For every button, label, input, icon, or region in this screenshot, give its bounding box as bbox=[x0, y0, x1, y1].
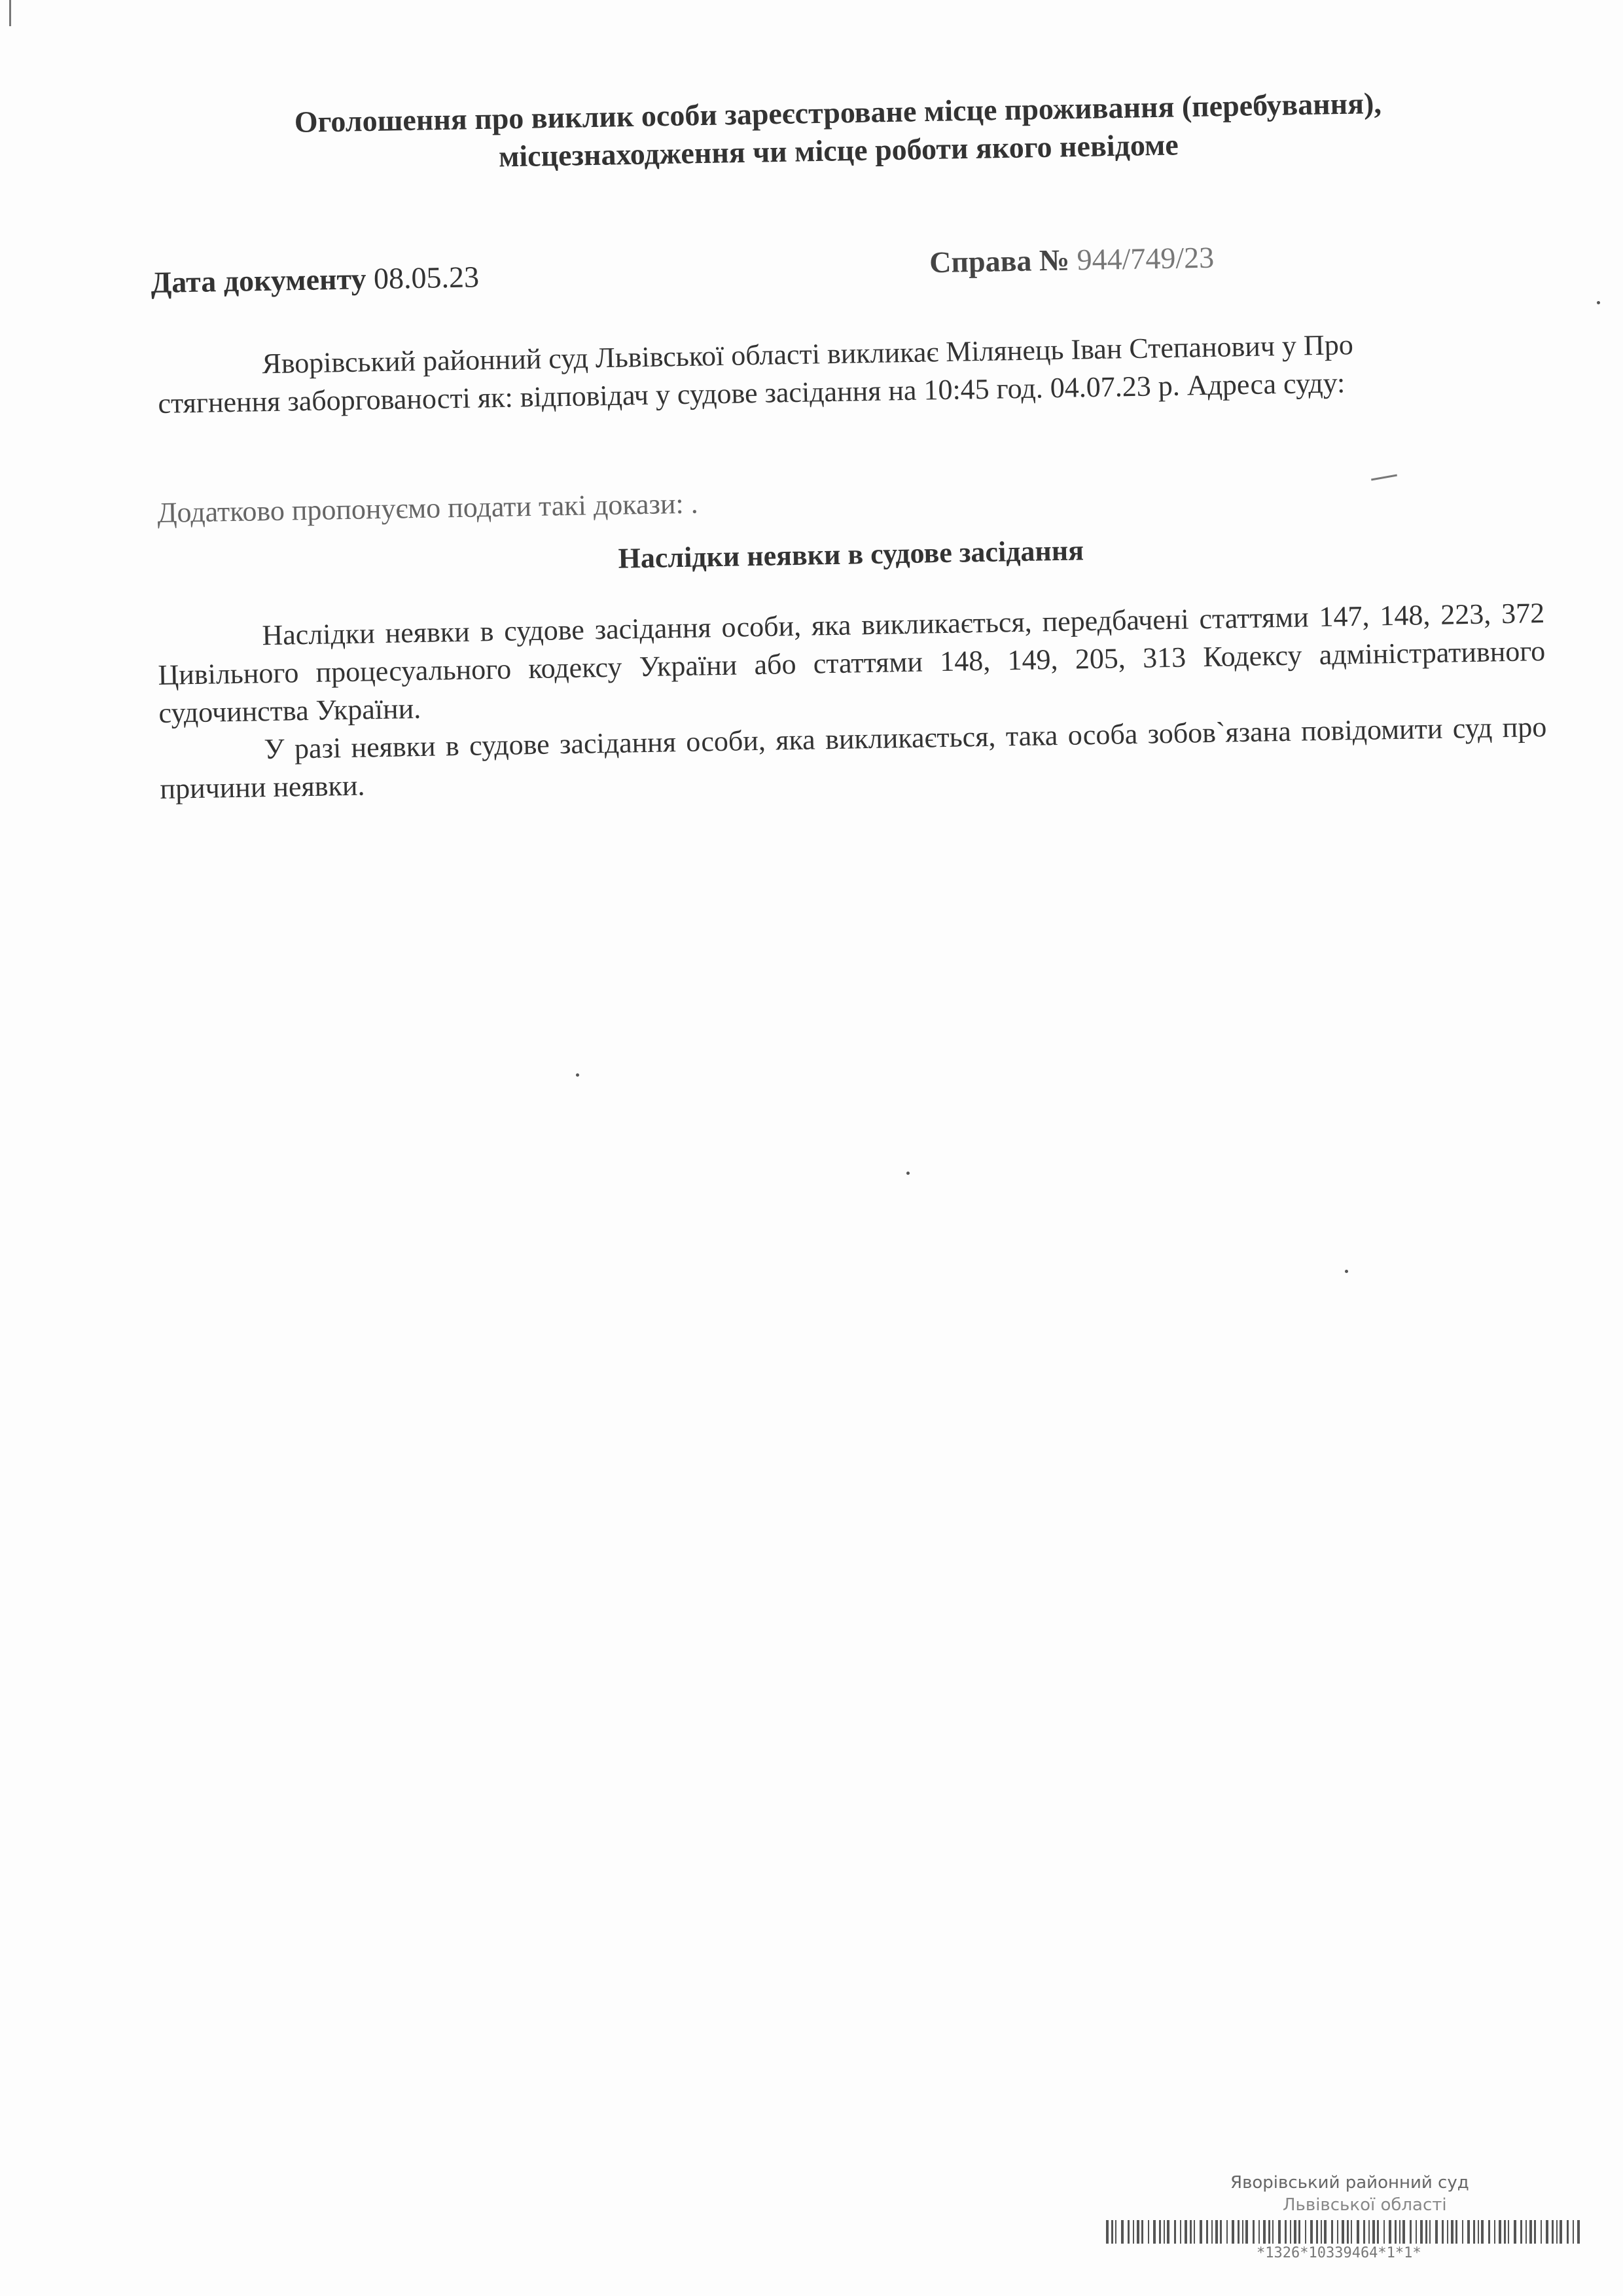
notice-title-line1: Оголошення про виклик особи зареєстроване місце проживання (перебування), bbox=[294, 86, 1382, 139]
evidence-paragraph bbox=[157, 470, 1545, 532]
case-number-label: Справа № bbox=[929, 243, 1070, 279]
consequences-paragraph-2: У разі неявки в судове засідання особи, яка викликається, така особа зобов`язана повідомити суд про причини неявки. bbox=[160, 710, 1547, 805]
scan-speck bbox=[1597, 301, 1600, 304]
evidence-text: Додатково пропонуємо подати такі докази: . bbox=[157, 487, 699, 529]
court-registration-stamp bbox=[1106, 2173, 1590, 2271]
scan-edge-mark bbox=[9, 0, 11, 26]
summons-line1: Яворівський районний суд Львівської області викликає Мілянець Іван Степанович у Про bbox=[262, 329, 1354, 380]
summons-line2: стягнення заборгованості як: відповідач у судове засідання на 10:45 год. 04.07.23 р. Адреса суду: bbox=[158, 367, 1346, 420]
barcode-number: *1326*10339464*1*1* bbox=[1257, 2245, 1421, 2261]
case-number-value: 944/749/23 bbox=[1077, 240, 1215, 277]
document-date-value: 08.05.23 bbox=[373, 260, 480, 296]
document-meta bbox=[151, 234, 1525, 311]
summons-paragraph bbox=[157, 323, 1546, 423]
document-date bbox=[151, 259, 479, 300]
consequences-body bbox=[157, 594, 1548, 808]
scan-speck bbox=[906, 1172, 910, 1175]
notice-title-line2: місцезнаходження чи місце роботи якого невідоме bbox=[498, 128, 1179, 173]
consequences-paragraph-1: Наслідки неявки в судове засідання особи, яка викликається, передбачені статтями 147, 148, 223, 372 Цивільного процесуального кодексу України або статтями 148, 149, 205, 313 Кодексу адміністративного судочинства України. bbox=[158, 597, 1546, 729]
stamp-court-name: Яворівський районний суд bbox=[1230, 2173, 1469, 2193]
consequences-heading: Наслідки неявки в судове засідання bbox=[618, 534, 1084, 575]
notice-title bbox=[216, 83, 1461, 181]
case-number bbox=[929, 240, 1215, 280]
barcode-icon bbox=[1106, 2220, 1584, 2244]
document-date-label: Дата документу bbox=[151, 262, 366, 299]
scan-speck bbox=[576, 1073, 579, 1077]
scan-speck bbox=[1345, 1270, 1348, 1273]
stamp-region-name: Львівської області bbox=[1283, 2195, 1447, 2215]
